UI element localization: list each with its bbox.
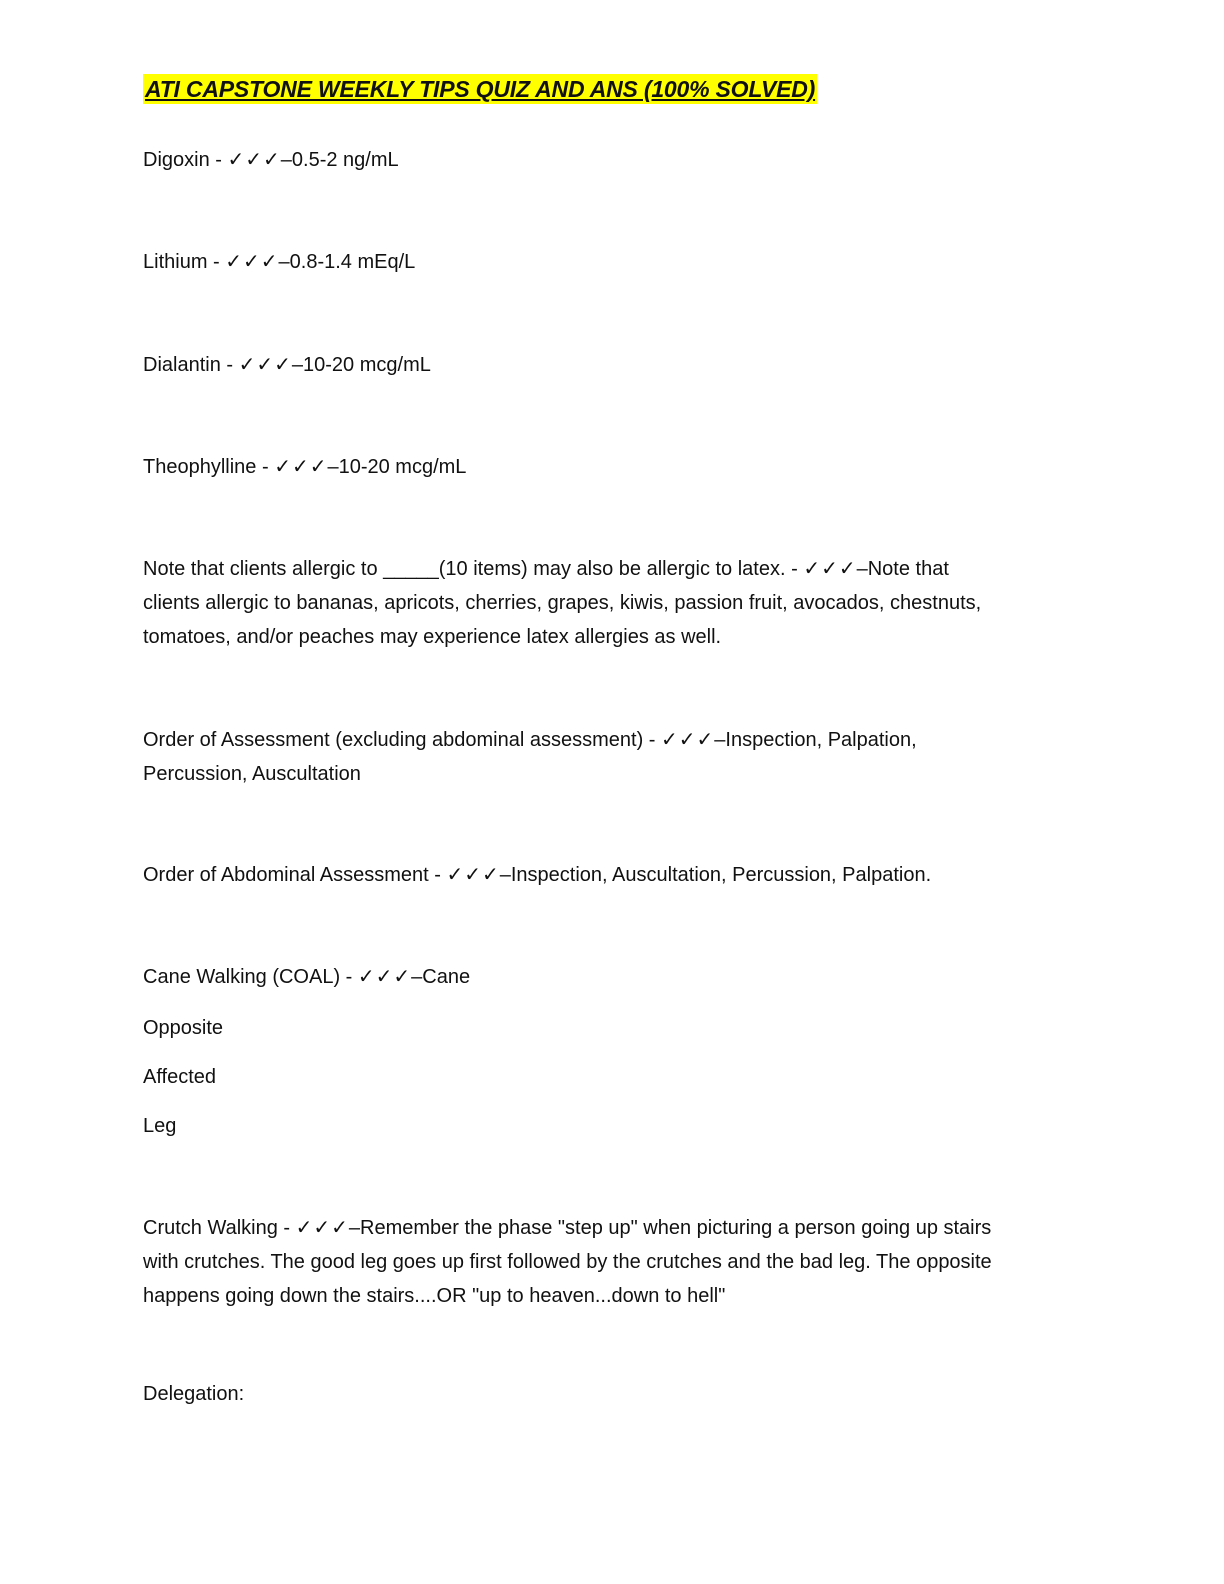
entry-question: Digoxin -	[143, 149, 228, 171]
entry-continuation: with crutches. The good leg goes up first followed by the crutches and the bad leg. The opposite	[143, 1251, 992, 1273]
check-marks-icon: ✓✓✓	[357, 966, 412, 988]
entry-digoxin	[143, 143, 1083, 177]
entry-answer: –10-20 mcg/mL	[327, 456, 467, 478]
check-marks-icon: ✓✓✓	[446, 864, 500, 886]
entry-continuation: happens going down the stairs....OR "up to heaven...down to hell"	[143, 1285, 726, 1307]
entry-question: Order of Assessment (excluding abdominal assessment) -	[143, 729, 661, 751]
entry-order-of-assessment	[143, 723, 1083, 791]
entry-answer: –Remember the phase "step up" when picturing a person going up stairs	[348, 1217, 992, 1239]
entry-abdominal-assessment	[143, 858, 1083, 892]
entry-question: Order of Abdominal Assessment -	[143, 864, 447, 886]
check-marks-icon: ✓✓✓	[803, 558, 857, 580]
entry-theophylline	[143, 450, 1083, 484]
entry-first-line	[143, 723, 1083, 757]
check-marks-icon: ✓✓✓	[238, 354, 292, 376]
entry-lithium	[143, 245, 1083, 279]
entry-answer: –Cane	[411, 966, 471, 988]
entry-cane-walking	[143, 960, 1083, 994]
entry-question: Crutch Walking -	[143, 1217, 296, 1239]
entry-continuation: tomatoes, and/or peaches may experience latex allergies as well.	[143, 626, 722, 648]
check-marks-icon: ✓✓✓	[225, 251, 279, 273]
entry-answer: –10-20 mcg/mL	[291, 354, 431, 376]
coal-line-affected: Affected	[143, 1066, 217, 1088]
document-title: ATI CAPSTONE WEEKLY TIPS QUIZ AND ANS (100% SOLVED)	[145, 76, 816, 102]
coal-line-leg: Leg	[143, 1115, 177, 1137]
check-marks-icon: ✓✓✓	[274, 456, 328, 478]
entry-first-line	[143, 552, 1083, 586]
entry-answer: –0.5-2 ng/mL	[280, 149, 399, 171]
entry-answer: –Inspection, Palpation,	[714, 729, 917, 751]
check-marks-icon: ✓✓✓	[227, 149, 281, 171]
coal-line-opposite: Opposite	[143, 1017, 224, 1039]
entry-question: Lithium -	[143, 251, 226, 273]
entry-first-line	[143, 1211, 1083, 1245]
delegation-heading: Delegation:	[143, 1383, 245, 1405]
entry-answer: –0.8-1.4 mEq/L	[278, 251, 416, 273]
entry-question: Dialantin -	[143, 354, 239, 376]
entry-dialantin	[143, 348, 1083, 382]
check-marks-icon: ✓✓✓	[661, 729, 715, 751]
entry-question: Note that clients allergic to _____(10 items) may also be allergic to latex. -	[143, 558, 804, 580]
entry-continuation: Percussion, Auscultation	[143, 763, 361, 785]
entry-continuation: clients allergic to bananas, apricots, cherries, grapes, kiwis, passion fruit, avocados, chestnuts,	[143, 592, 982, 614]
entry-crutch-walking	[143, 1211, 1083, 1313]
entry-answer: –Note that	[856, 558, 949, 580]
entry-question: Theophylline -	[143, 456, 275, 478]
entry-latex-allergy	[143, 552, 1083, 654]
entry-question: Cane Walking (COAL) -	[143, 966, 358, 988]
check-marks-icon: ✓✓✓	[295, 1217, 349, 1239]
entry-answer: –Inspection, Auscultation, Percussion, Palpation.	[499, 864, 932, 886]
